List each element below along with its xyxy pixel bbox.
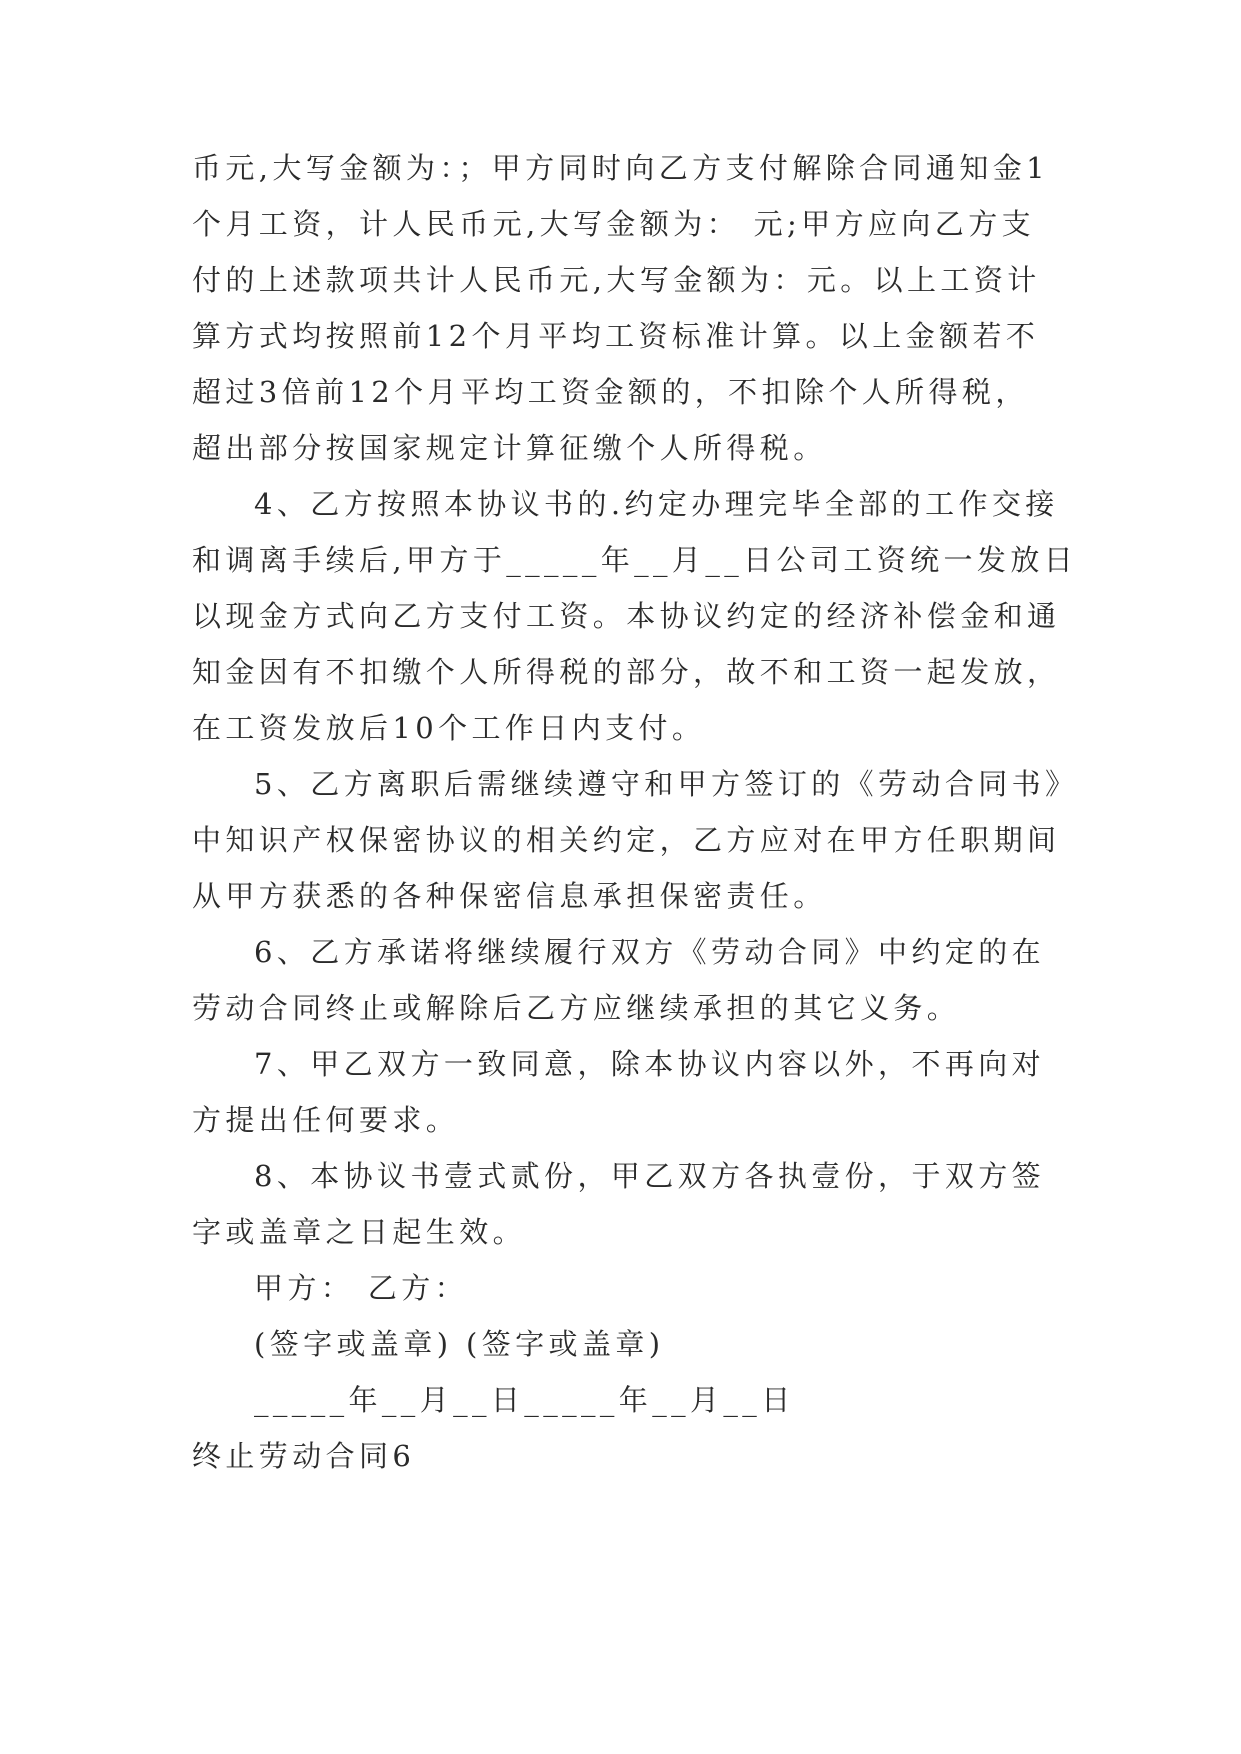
text-line-9: 以现金方式向乙方支付工资。本协议约定的经济补偿金和通 (192, 599, 1061, 633)
clause-4-start: 4、乙方按照本协议书的.约定办理完毕全部的工作交接 (254, 487, 1059, 521)
clause-6-start: 6、乙方承诺将继续履行双方《劳动合同》中约定的在 (254, 935, 1046, 969)
text-line-5: 超过3倍前12个月平均工资金额的，不扣除个人所得税， (192, 375, 1029, 409)
text-line-18: 方提出任何要求。 (192, 1103, 460, 1137)
text-line-11: 在工资发放后10个工作日内支付。 (192, 711, 706, 745)
section-heading: 终止劳动合同6 (192, 1439, 416, 1473)
text-line-8: 和调离手续后,甲方于_____年__月__日公司工资统一发放日 (192, 543, 1078, 577)
text-line-2: 个月工资，计人民币元,大写金额为： 元;甲方应向乙方支 (192, 207, 1036, 241)
text-line-20: 字或盖章之日起生效。 (192, 1215, 527, 1249)
text-line-13: 中知识产权保密协议的相关约定，乙方应对在甲方任职期间 (192, 823, 1061, 857)
text-line-10: 知金因有不扣缴个人所得税的部分，故不和工资一起发放， (192, 655, 1061, 689)
clause-8-start: 8、本协议书壹式贰份，甲乙双方各执壹份，于双方签 (254, 1159, 1046, 1193)
text-line-1: 币元,大写金额为：；甲方同时向乙方支付解除合同通知金1 (192, 151, 1049, 185)
signature-parties: 甲方： 乙方： (254, 1271, 469, 1305)
signature-note: (签字或盖章) (签字或盖章) (254, 1327, 665, 1361)
text-line-16: 劳动合同终止或解除后乙方应继续承担的其它义务。 (192, 991, 961, 1025)
text-line-3: 付的上述款项共计人民币元,大写金额为：元。以上工资计 (192, 263, 1041, 297)
text-line-14: 从甲方获悉的各种保密信息承担保密责任。 (192, 879, 827, 913)
text-line-4: 算方式均按照前12个月平均工资标准计算。以上金额若不 (192, 319, 1040, 353)
clause-5-start: 5、乙方离职后需继续遵守和甲方签订的《劳动合同书》 (254, 767, 1079, 801)
signature-dates: _____年__月__日_____年__月__日 (254, 1383, 795, 1417)
text-line-6: 超出部分按国家规定计算征缴个人所得税。 (192, 431, 827, 465)
clause-7-start: 7、甲乙双方一致同意，除本协议内容以外，不再向对 (254, 1047, 1046, 1081)
